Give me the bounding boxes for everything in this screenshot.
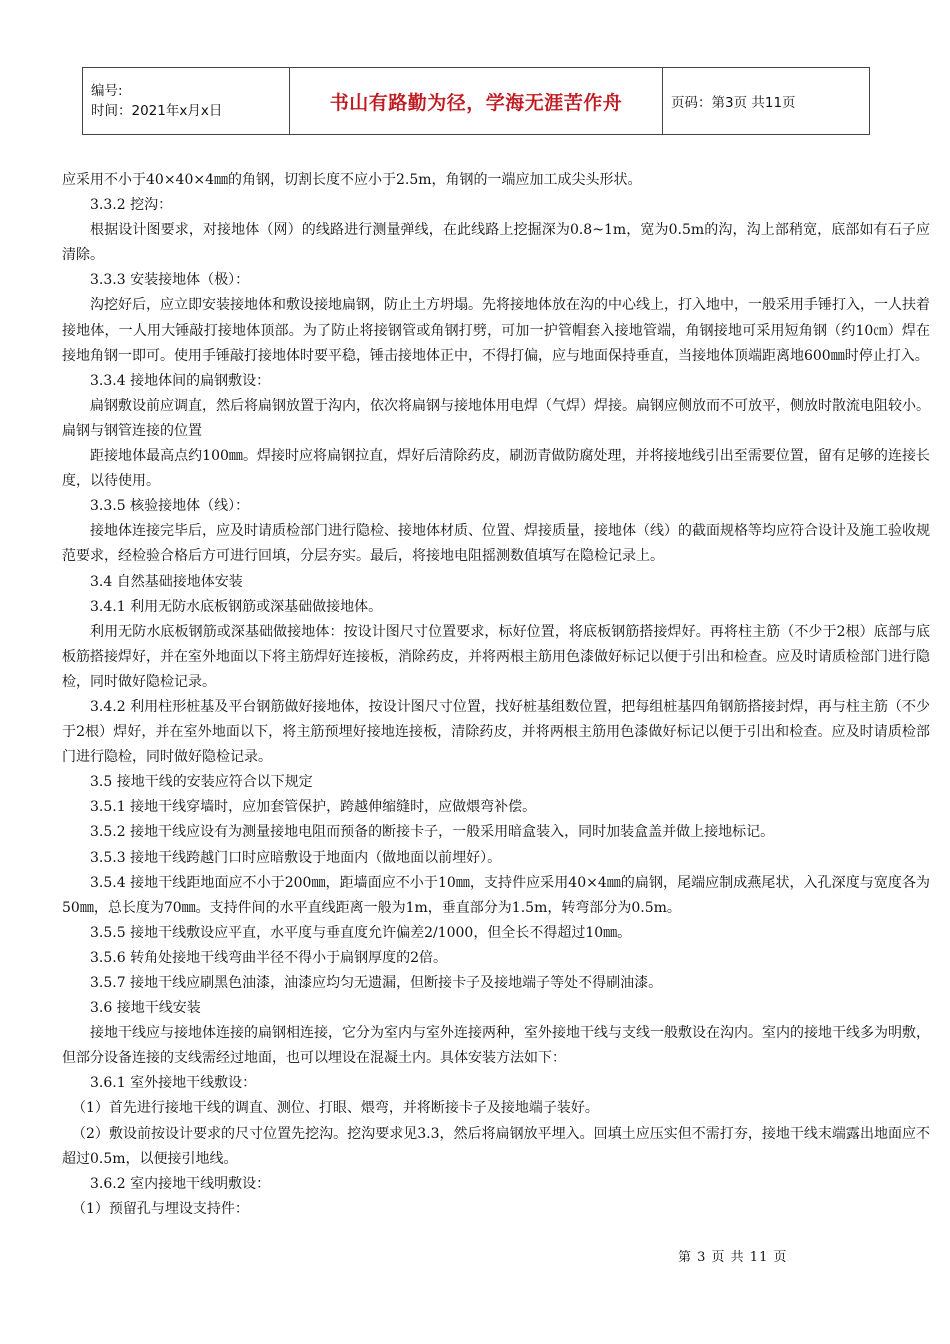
paragraph: 沟挖好后，应立即安装接地体和敷设接地扁钢，防止土方坍塌。先将接地体放在沟的中心线上，打入地中，一般采用手锤打入，一人扶着接地体，一人用大锤敲打接地体顶部。为了防止将接钢管或角钢打劈，可加一护管帽套入接地管端，角钢接地可采用短角钢（约10㎝）焊在接地角钢一即可。使用手锤敲打接地体时要平稳，锤击接地体正中，不得打偏，应与地面保持垂直，当接地体顶端距离地600㎜时停止打入。 <box>62 297 930 364</box>
paragraph: 3.5 接地干线的安装应符合以下规定 <box>90 774 313 791</box>
header-meta-cell <box>83 68 290 135</box>
paragraph: （1）预留孔与埋设支持件： <box>72 1200 249 1217</box>
paragraph: 3.5.1 接地干线穿墙时，应加套管保护，跨越伸缩缝时，应做煨弯补偿。 <box>90 799 537 816</box>
paragraph: 3.4 自然基础接地体安装 <box>90 573 243 590</box>
paragraph: 3.3.3 安装接地体（极）： <box>90 272 250 289</box>
paragraph: 距接地体最高点约100㎜。焊接时应将扁钢拉直，焊好后清除药皮，刷沥青做防腐处理，并将接地线引出至需要位置，留有足够的连接长度，以待使用。 <box>62 448 930 490</box>
paragraph: 3.5.3 接地干线跨越门口时应暗敷设于地面内（做地面以前埋好）。 <box>90 849 502 866</box>
document-body <box>62 168 930 1222</box>
paragraph: 扁钢敷设前应调直，然后将扁钢放置于沟内，依次将扁钢与接地体用电焊（气焊）焊接。扁钢应侧放而不可放平，侧放时散流电阻较小。扁钢与钢管连接的位置 <box>62 397 930 439</box>
paragraph: 应采用不小于40×40×4㎜的角钢，切割长度不应小于2.5m，角钢的一端应加工成尖头形状。 <box>62 172 642 188</box>
paragraph: 接地体连接完毕后，应及时请质检部门进行隐检、接地体材质、位置、焊接质量，接地体（线）的截面规格等均应符合设计及施工验收规范要求，经检验合格后方可进行回填，分层夯实。最后，将接地电阻摇测数值填写在隐检记录上。 <box>62 523 930 565</box>
paragraph: 3.5.4 接地干线距地面应不小于200㎜，距墙面应不小于10㎜，支持件应采用40×4㎜的扁钢，尾端应制成燕尾状，入孔深度与宽度各为50㎜，总长度为70㎜。支持件间的水平直线距离一般为1m，垂直部分为1.5m，转弯部分为0.5m。 <box>62 874 930 916</box>
paragraph: 3.6.1 室外接地干线敷设： <box>90 1075 257 1092</box>
document-number-label: 编号: <box>91 83 123 99</box>
paragraph: 3.5.6 转角处接地干线弯曲半径不得小于扁钢厚度的2倍。 <box>90 949 447 966</box>
paragraph: 3.4.1 利用无防水底板钢筋或深基础做接地体。 <box>90 598 383 615</box>
header-table <box>82 67 870 135</box>
paragraph: 3.5.7 接地干线应刷黑色油漆，油漆应均匀无遗漏，但断接卡子及接地端子等处不得刷油漆。 <box>90 975 663 991</box>
paragraph: （1）首先进行接地干线的调直、测位、打眼、煨弯，并将断接卡子及接地端子装好。 <box>72 1100 599 1117</box>
paragraph: 3.3.4 接地体间的扁钢敷设： <box>90 372 271 389</box>
paragraph: 3.5.2 接地干线应设有为测量接地电阻而预备的断接卡子，一般采用暗盒装入，同时加装盒盖并做上接地标记。 <box>90 824 775 841</box>
paragraph: 接地干线应与接地体连接的扁钢相连接，它分为室内与室外连接两种，室外接地干线与支线一般敷设在沟内。室内的接地干线多为明敷，但部分设备连接的支线需经过地面，也可以埋设在混凝土内。具体安装方法如下： <box>62 1025 930 1067</box>
header-page-info: 页码：第3页 共11页 <box>663 68 870 135</box>
page-footer: 第 3 页 共 11 页 <box>678 1250 788 1265</box>
paragraph: 利用无防水底板钢筋或深基础做接地体：按设计图尺寸位置要求，标好位置，将底板钢筋搭接焊好。再将柱主筋（不少于2根）底部与底板筋搭接焊好，并在室外地面以下将主筋焊好连接板，消除药皮，并将两根主筋用色漆做好标记以便于引出和检查。应及时请质检部门进行隐检，同时做好隐检记录。 <box>62 623 930 690</box>
paragraph: 3.6 接地干线安装 <box>90 1000 201 1017</box>
paragraph: 3.5.5 接地干线敷设应平直，水平度与垂直度允许偏差2/1000，但全长不得超过10㎜。 <box>90 924 632 941</box>
paragraph: 3.4.2 利用柱形桩基及平台钢筋做好接地体，按设计图尺寸位置，找好桩基组数位置，把每组桩基四角钢筋搭接封焊，再与柱主筋（不少于2根）焊好，并在室外地面以下，将主筋预埋好接地连接板，清除药皮，并将两根主筋用色漆做好标记以便于引出和检查。应及时请质检部门进行隐检，同时做好隐检记录。 <box>62 698 930 766</box>
header-motto: 书山有路勤为径，学海无涯苦作舟 <box>290 68 663 135</box>
paragraph: 3.3.5 核验接地体（线）： <box>90 498 250 515</box>
paragraph: 3.6.2 室内接地干线明敷设： <box>90 1175 271 1192</box>
document-date-label: 时间：2021年x月x日 <box>91 103 223 119</box>
paragraph: 3.3.2 挖沟： <box>90 197 173 214</box>
paragraph: 根据设计图要求，对接地体（网）的线路进行测量弹线，在此线路上挖掘深为0.8~1m，宽为0.5m的沟，沟上部稍宽，底部如有石子应清除。 <box>62 222 930 264</box>
paragraph: （2）敷设前按设计要求的尺寸位置先挖沟。挖沟要求见3.3，然后将扁钢放平埋入。回填土应压实但不需打夯，接地干线末端露出地面应不超过0.5m，以便接引地线。 <box>62 1125 930 1167</box>
